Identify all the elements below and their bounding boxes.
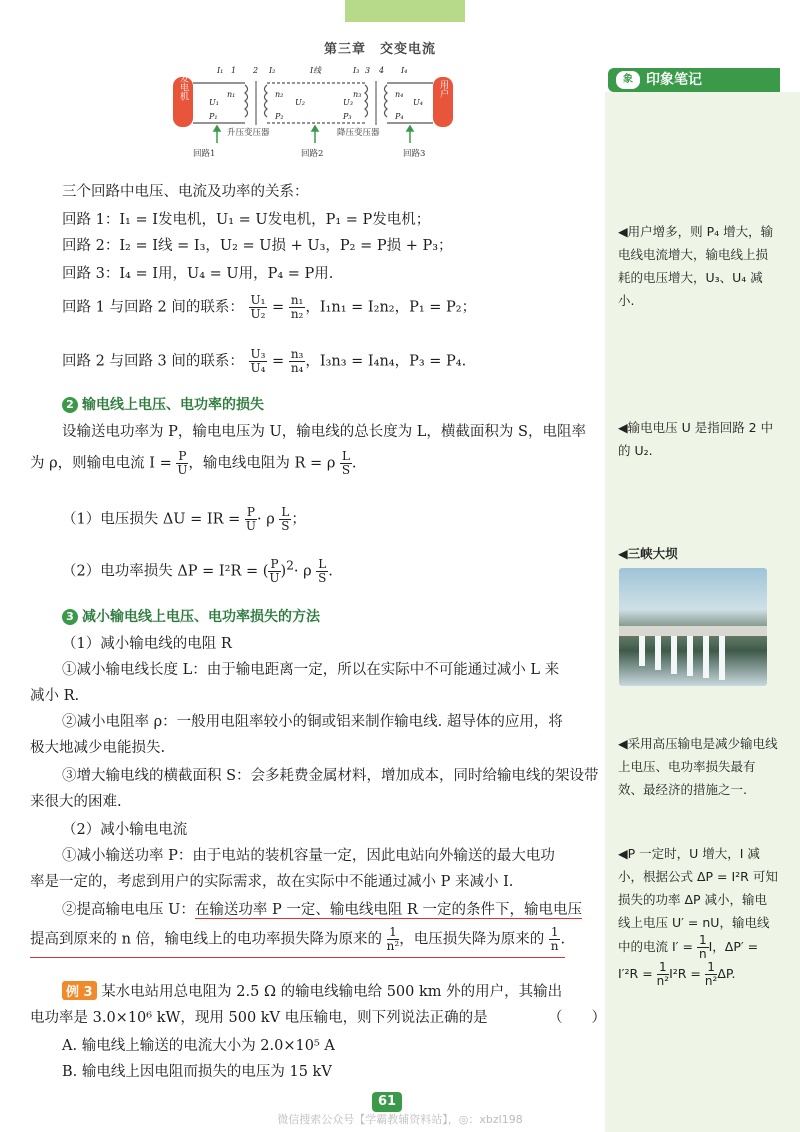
label-I4: I₄ — [401, 66, 408, 75]
label-P4: P₄ — [395, 112, 404, 121]
label-P1: P₁ — [209, 112, 218, 121]
photo-caption: ◀三峡大坝 — [618, 546, 678, 561]
loop2-label: 回路2 — [301, 149, 324, 159]
section3-a1b: 减小 R. — [30, 688, 80, 704]
section3-a1: ①减小输电线长度 L：由于输电距离一定，所以在实际中不可能通过减小 L 来 — [62, 662, 560, 678]
label-P2: P₂ — [275, 112, 284, 121]
label-n1: n₁ — [227, 90, 236, 99]
note-high-voltage: ◀采用高压输电是减少输电线上电压、电功率损失最有效、最经济的措施之一. — [618, 736, 778, 797]
label-I3: I₃ — [353, 66, 360, 75]
relation-link23: 回路 2 与回路 3 间的联系： $\frac{\text{U₃}}{\text{U₄}}$ = $\frac{\text{n₃}}{\text{n₄}}$ ，I₃n₃ = I₄n₄，P₃ = P₄. — [62, 347, 467, 375]
relation-loop1: 回路 1：I₁ = I发电机，U₁ = U发电机，P₁ = P发电机； — [62, 212, 431, 228]
page-number: 61 — [372, 1092, 402, 1112]
notes-tab — [608, 68, 780, 92]
section3-a3: ③增大输电线的横截面积 S：会多耗费金属材料，增加成本，同时给输电线的架设带 — [62, 768, 599, 784]
section3-a3b: 来很大的困难. — [30, 794, 122, 810]
notes-tab-label: 印象笔记 — [646, 72, 702, 88]
section3-b1: ①减小输送功率 P：由于电站的装机容量一定，因此电站向外输送的最大电功 — [62, 848, 555, 864]
section2-item2: （2）电功率损失 ΔP = I²R = ( $\frac{P}{U}$ )$^2$· ρ $\frac{L}{S}$ . — [62, 557, 333, 585]
section3-sub1: （1）减小输电线的电阻 R — [62, 636, 232, 652]
section3-b2-cont: 提高到原来的 n 倍，输电线上的电功率损失降为原来的 $\frac{1}{\text{n²}}$ ，电压损失降为原来的 $\frac{1}{n}$ . — [30, 926, 565, 958]
section3-a2: ②减小电阻率 ρ：一般用电阻率较小的铜或铝来制作输电线. 超导体的应用，将 — [62, 714, 563, 730]
option-b[interactable]: B. 输电线上因电阻而损失的电压为 15 kV — [62, 1064, 332, 1080]
relation-link12: 回路 1 与回路 2 间的联系： $\frac{\text{U₁}}{\text{U₂}}$ = $\frac{\text{n₁}}{\text{n₂}}$ ，I₁n₁ = I₂n₂，P₁ = P₂； — [62, 293, 477, 321]
label-n2: n₂ — [275, 90, 284, 99]
section3-heading: 3 减小输电线上电压、电功率损失的方法 — [62, 606, 320, 626]
relation-loop3: 回路 3：I₄ = I用，U₄ = U用，P₄ = P用. — [62, 266, 334, 282]
transmission-circuit-diagram — [165, 55, 465, 165]
label-U2: U₂ — [295, 98, 305, 107]
label-I2: I₂ — [269, 66, 276, 75]
example-tag: 例 3 — [62, 981, 97, 1000]
elephant-icon: 象 — [616, 71, 640, 89]
label-t4: 4 — [379, 66, 385, 75]
step-down-label: 降压变压器 — [337, 128, 380, 138]
section3-sub2: （2）减小输电电流 — [62, 822, 188, 838]
section3-a2b: 极大地减少电能损失. — [30, 740, 166, 756]
loop1-label: 回路1 — [193, 149, 216, 159]
label-n4: n₄ — [395, 90, 404, 99]
user-label: 用户 — [438, 80, 448, 98]
label-t3: 3 — [365, 66, 371, 75]
section2-heading: 2 输电线上电压、电功率的损失 — [62, 394, 264, 414]
label-U4: U₄ — [413, 98, 423, 107]
note-users: ◀用户增多，则 P₄ 增大，输电线电流增大，输电线上损耗的电压增大，U₃、U₄ 减小. — [618, 224, 774, 308]
answer-bracket[interactable]: （ ） — [548, 1010, 606, 1026]
section2-para2: 为 ρ，则输电电流 I = $\frac{P}{U}$ ，输电线电阻为 R = ρ $\frac{L}{S}$ . — [30, 449, 357, 477]
relation-loop2: 回路 2：I₂ = I线 = I₃，U₂ = U损 + U₃，P₂ = P损 + P₃； — [62, 238, 453, 254]
label-I1: I₁ — [217, 66, 224, 75]
option-a[interactable]: A. 输电线上输送的电流大小为 2.0×10⁵ A — [62, 1038, 335, 1054]
label-t2: 2 — [253, 66, 259, 75]
label-t1: 1 — [231, 66, 237, 75]
label-P3: P₃ — [343, 112, 352, 121]
header-decoration — [345, 0, 465, 22]
label-U3: U₃ — [343, 98, 353, 107]
generator-label: 发电机 — [178, 73, 188, 101]
note-voltage: ◀输电电压 U 是指回路 2 中的 U₂. — [618, 420, 774, 458]
section3-b1b: 率是一定的，考虑到用户的实际需求，故在实际中不能通过减小 P 来减小 I. — [30, 874, 514, 890]
loop3-label: 回路3 — [403, 149, 426, 159]
note-power-loss: ◀P 一定时，U 增大，I 减小，根据公式 ΔP = I²R 可知损失的功率 ΔP 减小，输电线上电压 U′ = nU，输电线中的电流 I′ = $\frac{1}{n}$ I，ΔP′ = I′²R = $\frac{1}{\text{n²}}$ I²R = $\frac{1}{\text{n²}}$ ΔP. — [618, 846, 778, 988]
three-gorges-dam-photo — [619, 568, 767, 686]
example-question: 例 3 某水电站用总电阻为 2.5 Ω 的输电线输电给 500 km 外的用户，其输出 — [62, 980, 562, 1001]
footer-watermark: 微信搜索公众号【学霸教辅资料站】，◎：xbzl198 — [277, 1113, 523, 1126]
label-n3: n₃ — [353, 90, 362, 99]
section3-b2: ②提高输电电压 U：在输送功率 P 一定、输电线电阻 R 一定的条件下，输电电压 — [62, 902, 582, 918]
relations-intro: 三个回路中电压、电流及功率的关系： — [62, 184, 309, 200]
label-U1: U₁ — [209, 98, 219, 107]
chapter-title: 第三章 交变电流 — [323, 42, 436, 57]
label-Iline: I线 — [310, 66, 322, 75]
step-up-label: 升压变压器 — [227, 128, 270, 138]
section2-para1: 设输送电功率为 P，输电电压为 U，输电线的总长度为 L，横截面积为 S，电阻率 — [62, 424, 586, 440]
example-question-cont: 电功率是 3.0×10⁶ kW，现用 500 kV 电压输电，则下列说法正确的是 — [30, 1010, 488, 1026]
section2-item1: （1）电压损失 ΔU = IR = $\frac{P}{U}$ · ρ $\frac{L}{S}$ ； — [62, 505, 306, 533]
